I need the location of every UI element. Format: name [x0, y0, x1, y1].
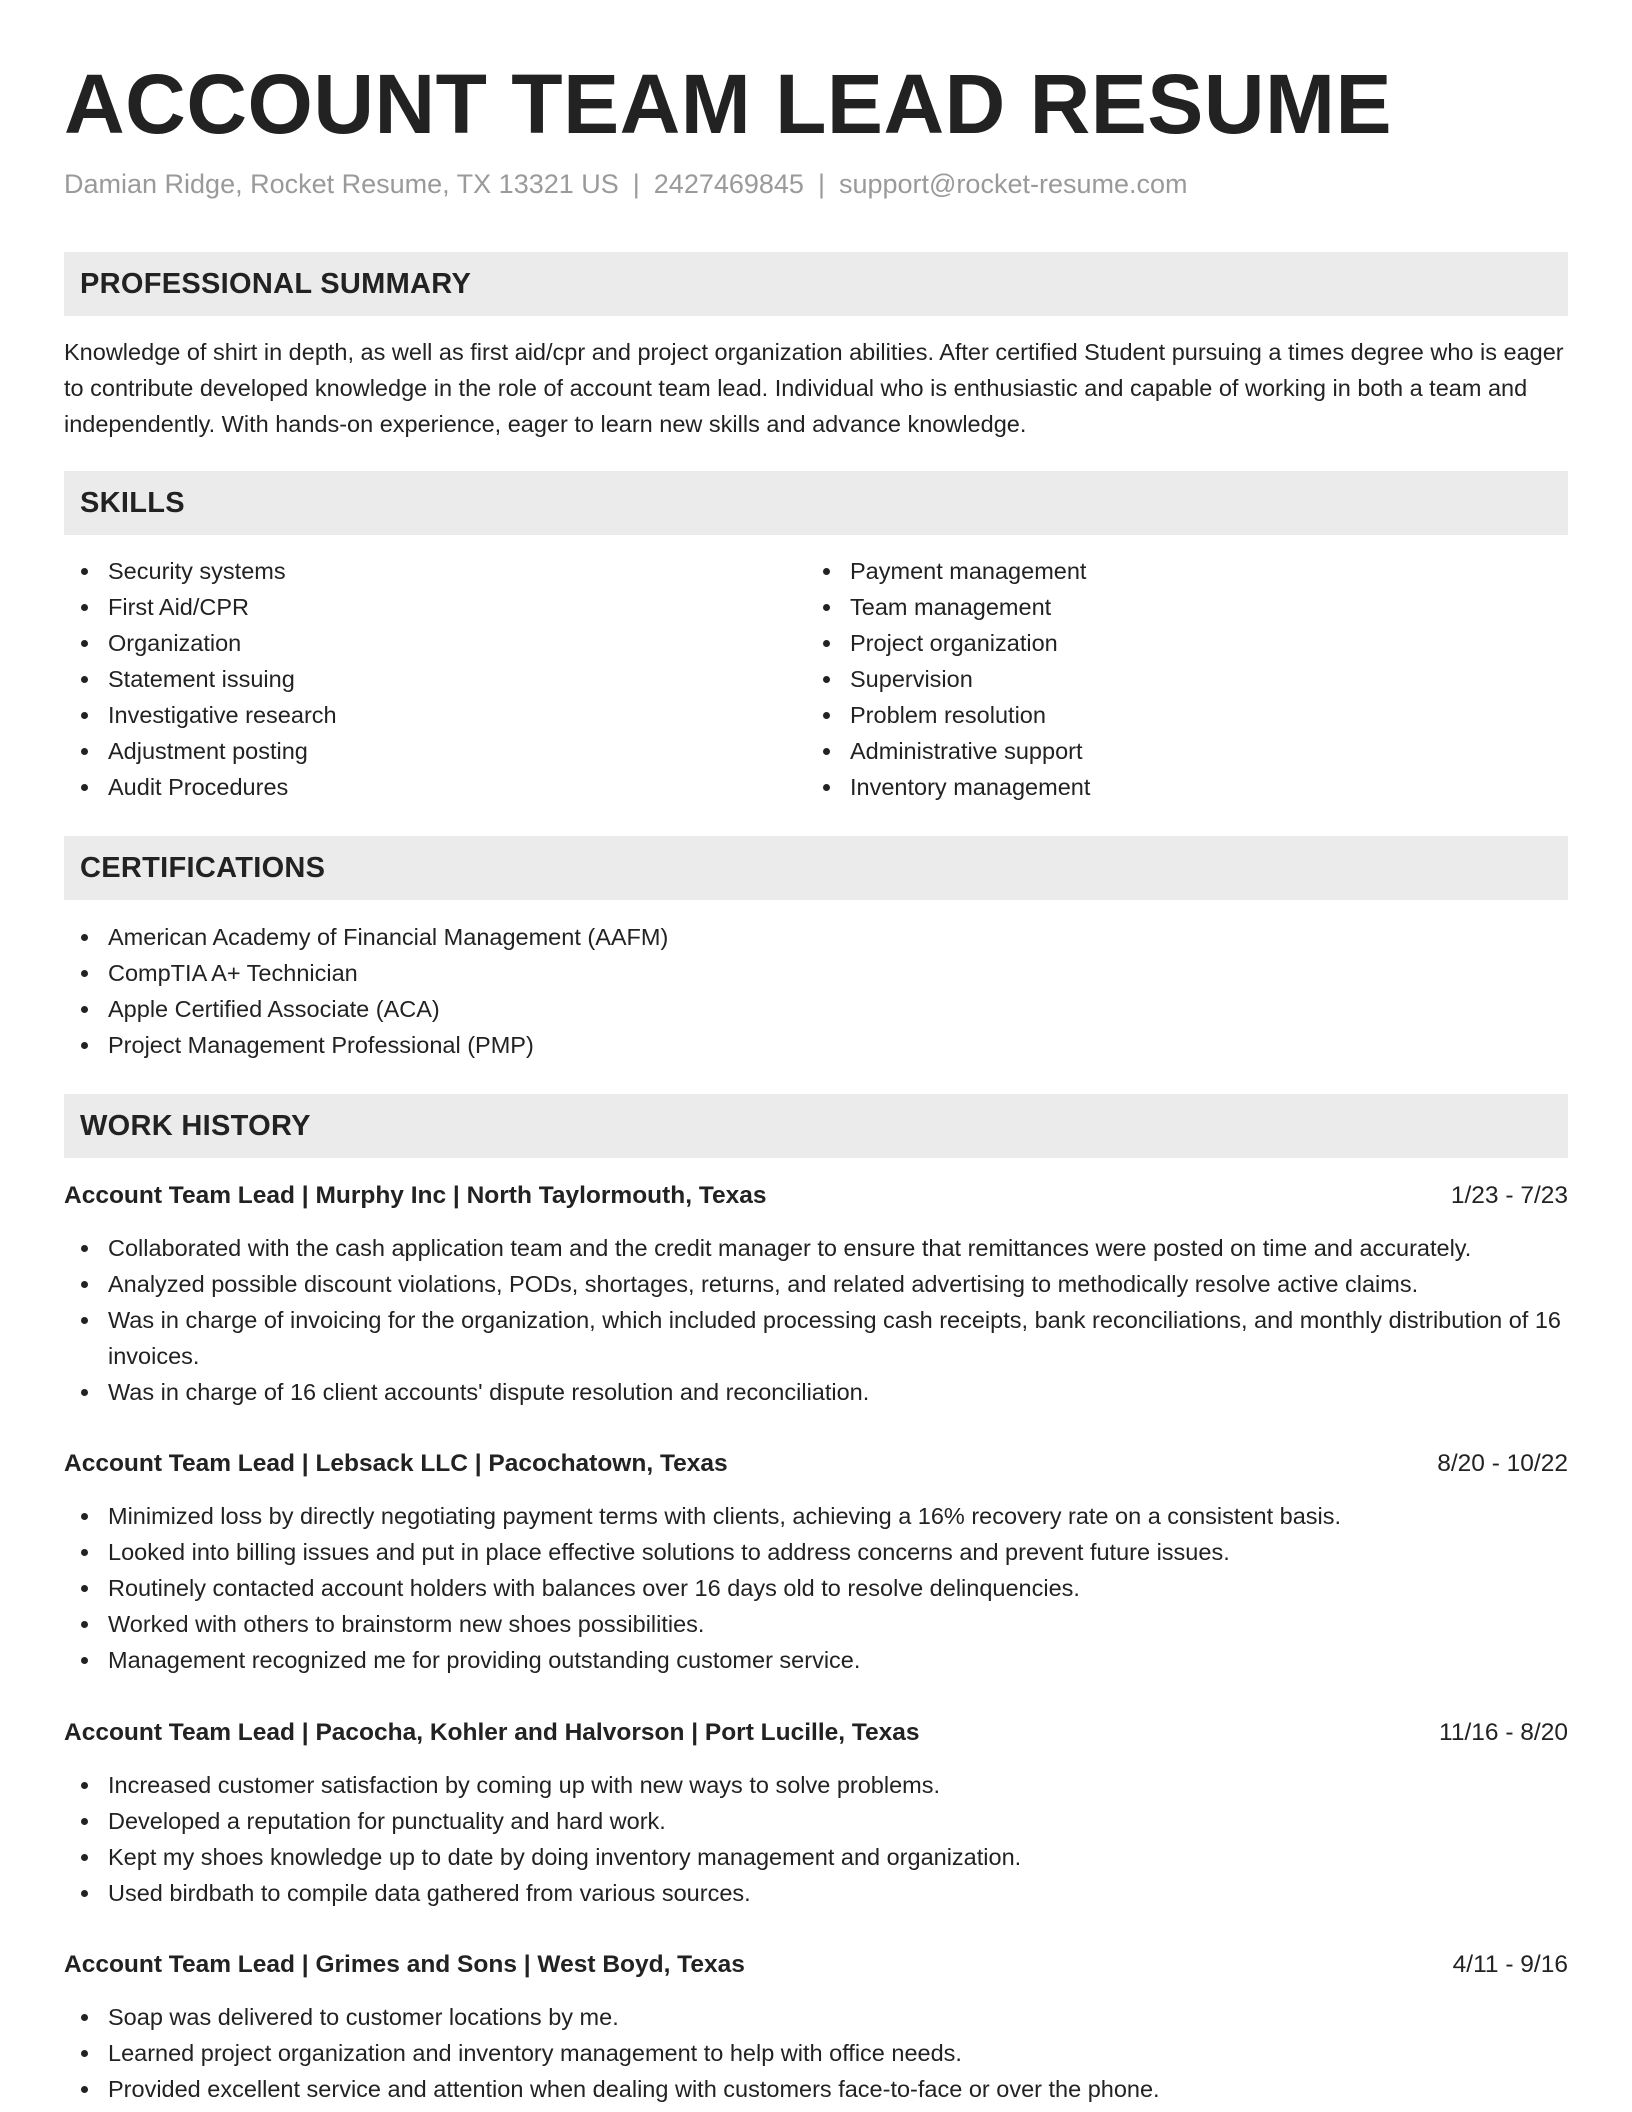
skill-item: Organization: [64, 625, 337, 661]
skill-item: Problem resolution: [806, 697, 1090, 733]
job-bullet: Worked with others to brainstorm new shoes possibilities.: [64, 1606, 1568, 1642]
work-history-heading: WORK HISTORY: [64, 1094, 1568, 1158]
job-entry: [64, 1947, 1568, 2107]
job-bullet: Management recognized me for providing outstanding customer service.: [64, 1642, 1568, 1678]
job-header: [64, 1947, 1568, 1983]
job-bullet: Collaborated with the cash application team and the credit manager to ensure that remittances were posted on time and accurately.: [64, 1230, 1568, 1266]
resume-title: ACCOUNT TEAM LEAD RESUME: [64, 57, 1392, 151]
job-bullet: Routinely contacted account holders with balances over 16 days old to resolve delinquencies.: [64, 1570, 1568, 1606]
job-bullet: Kept my shoes knowledge up to date by doing inventory management and organization.: [64, 1839, 1568, 1875]
job-dates: 1/23 - 7/23: [1450, 1182, 1568, 1209]
summary-heading: PROFESSIONAL SUMMARY: [64, 252, 1568, 316]
skill-item: Investigative research: [64, 697, 337, 733]
skill-item: First Aid/CPR: [64, 589, 337, 625]
skills-list-left: [64, 553, 337, 805]
certifications-heading: CERTIFICATIONS: [64, 836, 1568, 900]
summary-text: Knowledge of shirt in depth, as well as first aid/cpr and project organization abilities. After certified Student pursuing a times degree who is eager to contribute developed knowledge in the role of account team lead. Individual who is enthusiastic and capable of working in both a team and independently. With hands-on experience, eager to learn new skills and advance knowledge.: [64, 339, 1564, 437]
job-bullets: [64, 1767, 1568, 1911]
skills-heading: SKILLS: [64, 471, 1568, 535]
job-title: Account Team Lead | Lebsack LLC | Pacochatown, Texas: [64, 1450, 728, 1477]
job-bullet: Increased customer satisfaction by coming up with new ways to solve problems.: [64, 1767, 1568, 1803]
skill-item: Inventory management: [806, 769, 1090, 805]
contact-separator: |: [817, 169, 825, 199]
job-bullet: Analyzed possible discount violations, PODs, shortages, returns, and related advertising to methodically resolve active claims.: [64, 1266, 1568, 1302]
job-bullet: Used birdbath to compile data gathered from various sources.: [64, 1875, 1568, 1911]
certification-item: Project Management Professional (PMP): [64, 1027, 668, 1063]
contact-separator: |: [632, 169, 640, 199]
job-bullet: Learned project organization and inventory management to help with office needs.: [64, 2035, 1568, 2071]
job-dates: 8/20 - 10/22: [1437, 1450, 1568, 1477]
skill-item: Supervision: [806, 661, 1090, 697]
contact-email: support@rocket-resume.com: [838, 169, 1188, 199]
contact-address: Damian Ridge, Rocket Resume, TX 13321 US: [64, 169, 619, 199]
job-dates: 11/16 - 8/20: [1439, 1719, 1568, 1746]
job-title: Account Team Lead | Murphy Inc | North Taylormouth, Texas: [64, 1182, 767, 1209]
job-bullet: Developed a reputation for punctuality and hard work.: [64, 1803, 1568, 1839]
contact-line: [64, 166, 1188, 202]
job-header: [64, 1446, 1568, 1482]
skill-item: Administrative support: [806, 733, 1090, 769]
certification-item: American Academy of Financial Management (AAFM): [64, 919, 668, 955]
job-header: [64, 1715, 1568, 1751]
job-dates: 4/11 - 9/16: [1452, 1951, 1568, 1978]
job-bullet: Looked into billing issues and put in place effective solutions to address concerns and prevent future issues.: [64, 1534, 1568, 1570]
job-bullet: Was in charge of invoicing for the organization, which included processing cash receipts, bank reconciliations, and monthly distribution of 16 invoices.: [64, 1302, 1568, 1374]
certifications-list: [64, 919, 668, 1063]
job-title: Account Team Lead | Pacocha, Kohler and Halvorson | Port Lucille, Texas: [64, 1719, 920, 1746]
certification-item: Apple Certified Associate (ACA): [64, 991, 668, 1027]
job-header: [64, 1178, 1568, 1214]
skill-item: Statement issuing: [64, 661, 337, 697]
skill-item: Audit Procedures: [64, 769, 337, 805]
job-bullet: Provided excellent service and attention when dealing with customers face-to-face or over the phone.: [64, 2071, 1568, 2107]
skill-item: Adjustment posting: [64, 733, 337, 769]
job-entry: [64, 1178, 1568, 1410]
job-bullets: [64, 1498, 1568, 1678]
job-bullet: Was in charge of 16 client accounts' dispute resolution and reconciliation.: [64, 1374, 1568, 1410]
job-entry: [64, 1446, 1568, 1678]
contact-phone: 2427469845: [653, 169, 804, 199]
job-bullets: [64, 1230, 1568, 1410]
job-title: Account Team Lead | Grimes and Sons | West Boyd, Texas: [64, 1951, 745, 1978]
job-bullet: Soap was delivered to customer locations by me.: [64, 1999, 1568, 2035]
skill-item: Team management: [806, 589, 1090, 625]
skill-item: Payment management: [806, 553, 1090, 589]
certification-item: CompTIA A+ Technician: [64, 955, 668, 991]
job-bullet: Minimized loss by directly negotiating payment terms with clients, achieving a 16% recovery rate on a consistent basis.: [64, 1498, 1568, 1534]
skills-list-right: [806, 553, 1090, 805]
job-bullets: [64, 1999, 1568, 2107]
job-entry: [64, 1715, 1568, 1911]
skill-item: Project organization: [806, 625, 1090, 661]
skill-item: Security systems: [64, 553, 337, 589]
